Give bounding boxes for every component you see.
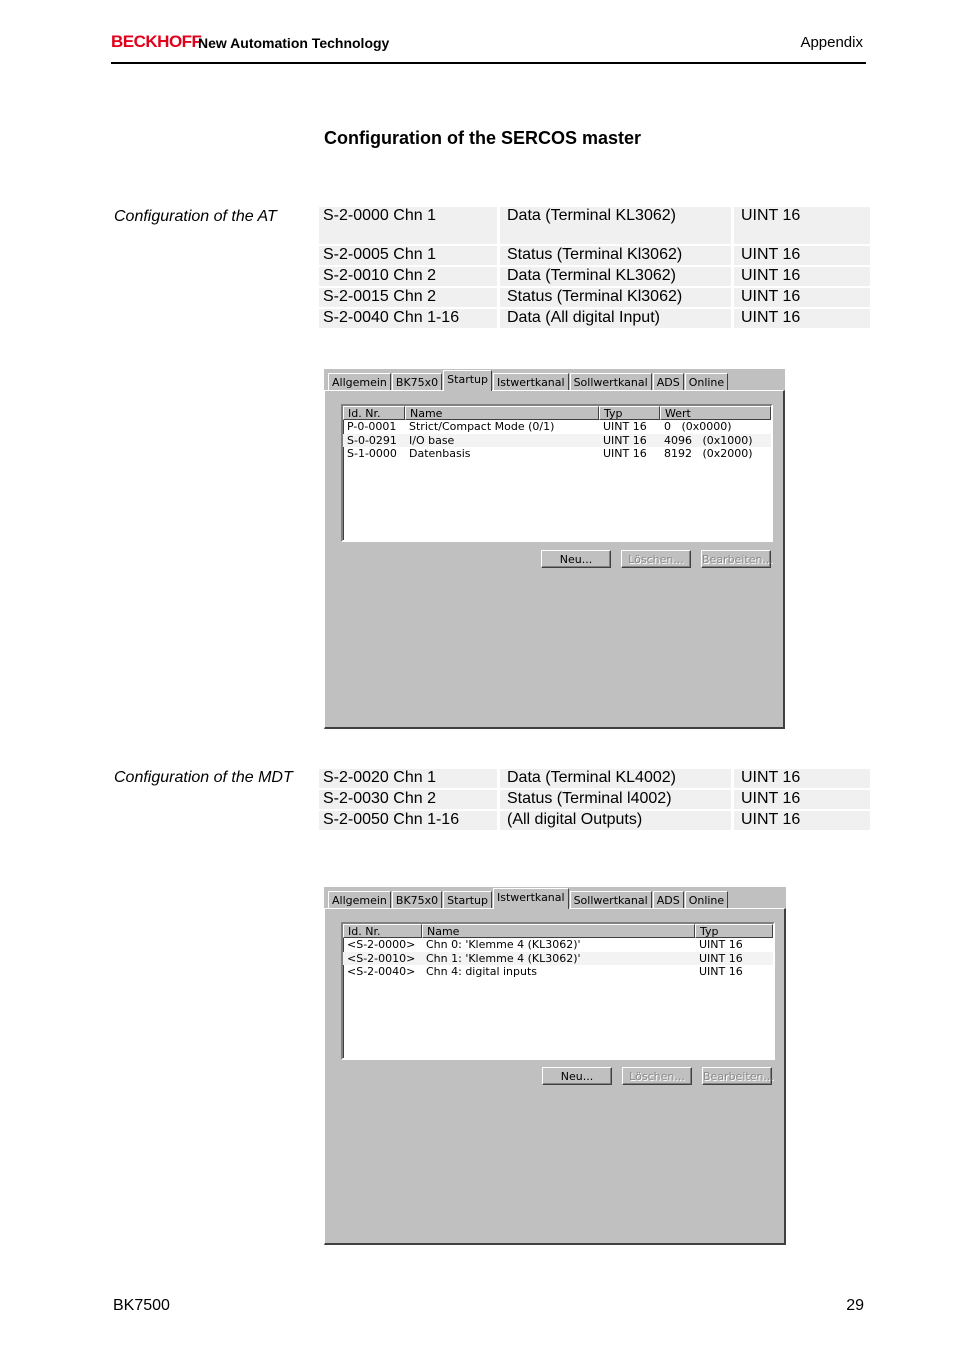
list-header [343, 924, 773, 938]
new-button[interactable]: Neu... [541, 550, 611, 568]
col-name[interactable]: Name [405, 406, 599, 420]
table-row [319, 267, 870, 286]
table-cell: S-2-0015 Chn 2 [319, 288, 500, 307]
mdt-label: Configuration of the MDT [114, 769, 293, 786]
brand-tagline: New Automation Technology [198, 35, 390, 51]
list-cell: <S-2-0040> [347, 965, 416, 978]
delete-button[interactable]: Löschen... [622, 1067, 692, 1085]
table-cell: UINT 16 [734, 246, 870, 265]
table-row [319, 207, 870, 244]
tab-startup[interactable]: Startup [443, 891, 492, 908]
col-type[interactable]: Typ [695, 924, 773, 938]
list-cell: Chn 4: digital inputs [426, 965, 538, 978]
list-cell: UINT 16 [603, 420, 647, 433]
list-cell: Strict/Compact Mode (0/1) [409, 420, 555, 433]
table-cell: Data (Terminal KL3062) [500, 267, 734, 286]
brand-logo: BECKHOFF [111, 32, 202, 51]
col-name[interactable]: Name [422, 924, 695, 938]
table-cell: Data (Terminal KL4002) [500, 769, 734, 788]
header-divider [111, 62, 866, 64]
list-cell: <S-2-0010> [347, 951, 416, 965]
list-cell: S-0-0291 [347, 433, 397, 447]
footer-page-number: 29 [846, 1297, 864, 1314]
table-row [319, 309, 870, 328]
table-cell: S-2-0005 Chn 1 [319, 246, 500, 265]
list-cell: UINT 16 [699, 938, 743, 951]
list-cell: Chn 1: 'Klemme 4 (KL3062)' [426, 951, 581, 965]
table-cell: UINT 16 [734, 288, 870, 307]
table-row [319, 790, 870, 809]
table-cell: UINT 16 [734, 790, 870, 809]
list-header [343, 406, 771, 420]
table-cell: Status (Terminal Kl3062) [500, 246, 734, 265]
new-button[interactable]: Neu... [542, 1067, 612, 1085]
tab-panel [324, 390, 785, 729]
delete-button[interactable]: Löschen... [621, 550, 691, 568]
table-cell: S-2-0000 Chn 1 [319, 207, 500, 244]
istwertkanal-dialog [324, 887, 786, 1245]
tab-istwertkanal[interactable]: Istwertkanal [493, 373, 569, 390]
list-cell: UINT 16 [603, 447, 647, 460]
tab-bk75x0[interactable]: BK75x0 [392, 891, 442, 908]
tab-panel [324, 908, 786, 1245]
table-cell: (All digital Outputs) [500, 811, 734, 830]
table-cell: S-2-0010 Chn 2 [319, 267, 500, 286]
list-item[interactable] [343, 447, 771, 461]
col-type[interactable]: Typ [599, 406, 660, 420]
list-cell: 8192 (0x2000) [664, 447, 753, 460]
tab-sollwertkanal[interactable]: Sollwertkanal [570, 373, 652, 390]
list-cell: UINT 16 [699, 965, 743, 978]
list-cell: UINT 16 [603, 433, 647, 447]
table-cell: S-2-0030 Chn 2 [319, 790, 500, 809]
edit-button[interactable]: Bearbeiten... [701, 550, 771, 568]
list-cell: UINT 16 [699, 951, 743, 965]
istwert-list[interactable] [341, 922, 775, 1060]
tab-ads[interactable]: ADS [653, 891, 684, 908]
table-cell: S-2-0020 Chn 1 [319, 769, 500, 788]
table-cell: UINT 16 [734, 769, 870, 788]
page-title: Configuration of the SERCOS master [324, 128, 642, 148]
tab-istwertkanal[interactable]: Istwertkanal [493, 888, 569, 909]
list-cell: 4096 (0x1000) [664, 433, 753, 447]
table-cell: UINT 16 [734, 309, 870, 328]
startup-list[interactable] [341, 404, 773, 542]
tab-online[interactable]: Online [685, 891, 728, 908]
tab-online[interactable]: Online [685, 373, 728, 390]
tab-allgemein[interactable]: Allgemein [328, 373, 391, 390]
list-cell: <S-2-0000> [347, 938, 416, 951]
table-cell: UINT 16 [734, 267, 870, 286]
list-cell: I/O base [409, 433, 455, 447]
table-cell: Data (Terminal KL3062) [500, 207, 734, 244]
list-item[interactable] [343, 434, 771, 448]
edit-button[interactable]: Bearbeiten... [702, 1067, 772, 1085]
tab-bar [328, 373, 729, 391]
table-cell: S-2-0050 Chn 1-16 [319, 811, 500, 830]
mdt-table [319, 767, 870, 832]
tab-bk75x0[interactable]: BK75x0 [392, 373, 442, 390]
list-cell: Datenbasis [409, 447, 471, 460]
list-item[interactable] [343, 965, 773, 979]
table-row [319, 288, 870, 307]
list-cell: Chn 0: 'Klemme 4 (KL3062)' [426, 938, 581, 951]
table-cell: UINT 16 [734, 207, 870, 244]
section-title: Appendix [800, 34, 863, 51]
footer-doc-id: BK7500 [113, 1297, 170, 1314]
col-value[interactable]: Wert [660, 406, 771, 420]
at-table [319, 205, 870, 330]
list-cell: P-0-0001 [347, 420, 397, 433]
tab-startup[interactable]: Startup [443, 370, 492, 391]
table-row [319, 769, 870, 788]
table-cell: UINT 16 [734, 811, 870, 830]
table-row [319, 811, 870, 830]
tab-allgemein[interactable]: Allgemein [328, 891, 391, 908]
col-id[interactable]: Id. Nr. [343, 924, 422, 938]
tab-ads[interactable]: ADS [653, 373, 684, 390]
list-cell: S-1-0000 [347, 447, 397, 460]
list-item[interactable] [343, 952, 773, 966]
list-item[interactable] [343, 420, 771, 434]
startup-dialog [324, 369, 785, 729]
table-cell: S-2-0040 Chn 1-16 [319, 309, 500, 328]
tab-sollwertkanal[interactable]: Sollwertkanal [570, 891, 652, 908]
col-id[interactable]: Id. Nr. [343, 406, 405, 420]
at-label: Configuration of the AT [114, 208, 277, 225]
tab-bar [328, 891, 729, 909]
table-cell: Status (Terminal Kl3062) [500, 288, 734, 307]
table-row [319, 246, 870, 265]
list-cell: 0 (0x0000) [664, 420, 732, 433]
table-cell: Status (Terminal l4002) [500, 790, 734, 809]
table-cell: Data (All digital Input) [500, 309, 734, 328]
list-item[interactable] [343, 938, 773, 952]
